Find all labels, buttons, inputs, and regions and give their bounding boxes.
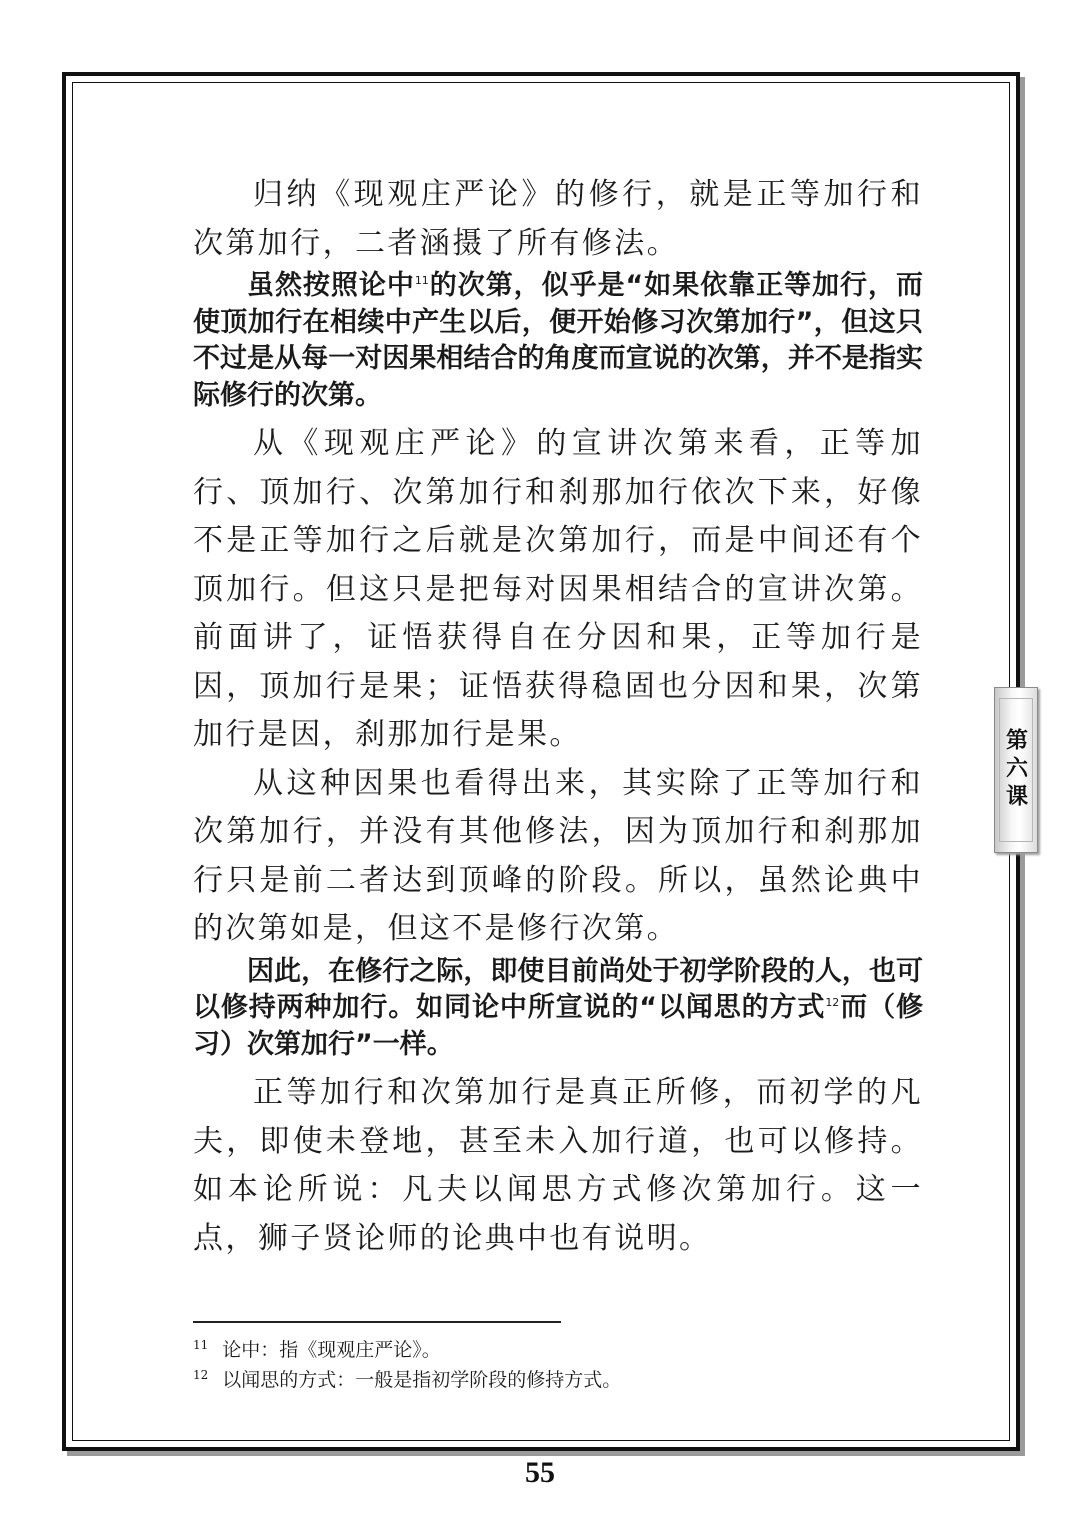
chapter-side-tab[interactable]	[994, 687, 1038, 853]
footnote-number: 12	[193, 1367, 209, 1382]
paragraph-4: 从这种因果也看得出来，其实除了正等加行和次第加行，并没有其他修法，因为顶加行和刹那加行只是前二者达到顶峰的阶段。所以，虽然论典中的次第如是，但这不是修行次第。	[193, 765, 923, 946]
footnote-ref-11[interactable]: 11	[414, 274, 429, 287]
chapter-label: 第六课	[1002, 728, 1029, 812]
footnote-ref-12[interactable]: 12	[825, 996, 840, 1009]
paragraph-1: 归纳《现观庄严论》的修行，就是正等加行和次第加行，二者涵摄了所有修法。	[193, 177, 923, 261]
footnote-11	[193, 1335, 893, 1365]
footnote-12	[193, 1365, 893, 1395]
main-text	[193, 171, 923, 1263]
paragraph-5-part-1: 因此，在修行之际，即使目前尚处于初学阶段的人，也可以修持两种加行。如同论中所宣说的“以闻思的方式	[193, 955, 923, 1023]
footnote-text: 论中：指《现观庄严论》。	[222, 1339, 441, 1361]
paragraph-3: 从《现观庄严论》的宣讲次第来看，正等加行、顶加行、次第加行和刹那加行依次下来，好像不是正等加行之后就是次第加行，而是中间还有个顶加行。但这只是把每对因果相结合的宣讲次第。前面讲了，证悟获得自在分因和果，正等加行是因，顶加行是果；证悟获得稳固也分因和果，次第加行是因，刹那加行是果。	[193, 426, 923, 752]
page-frame-inner	[72, 82, 1010, 1441]
footnote-number: 11	[193, 1337, 209, 1352]
paragraph-5-part-2: 而（修习）次第加行”一样。	[193, 992, 923, 1060]
paragraph-6: 正等加行和次第加行是真正所修，而初学的凡夫，即使未登地，甚至未入加行道，也可以修持。如本论所说：凡夫以闻思方式修次第加行。这一点，狮子贤论师的论典中也有说明。	[193, 1075, 923, 1256]
paragraph-2-part-1: 虽然按照论中	[247, 270, 415, 301]
paragraph-2	[193, 268, 923, 414]
paragraph-2-part-2: 的次第，似乎是“如果依靠正等加行，而使顶加行在相续中产生以后，便开始修习次第加行”，但这只不过是从每一对因果相结合的角度而宣说的次第，并不是指实际修行的次第。	[193, 270, 923, 411]
footnote-text: 以闻思的方式：一般是指初学阶段的修持方式。	[222, 1369, 622, 1391]
paragraph-5	[193, 954, 923, 1064]
page-number: 55	[525, 1456, 555, 1489]
footnote-divider	[193, 1321, 561, 1323]
chapter-side-tab-inner	[999, 698, 1033, 842]
footnotes	[193, 1335, 893, 1395]
page-frame	[62, 72, 1020, 1451]
